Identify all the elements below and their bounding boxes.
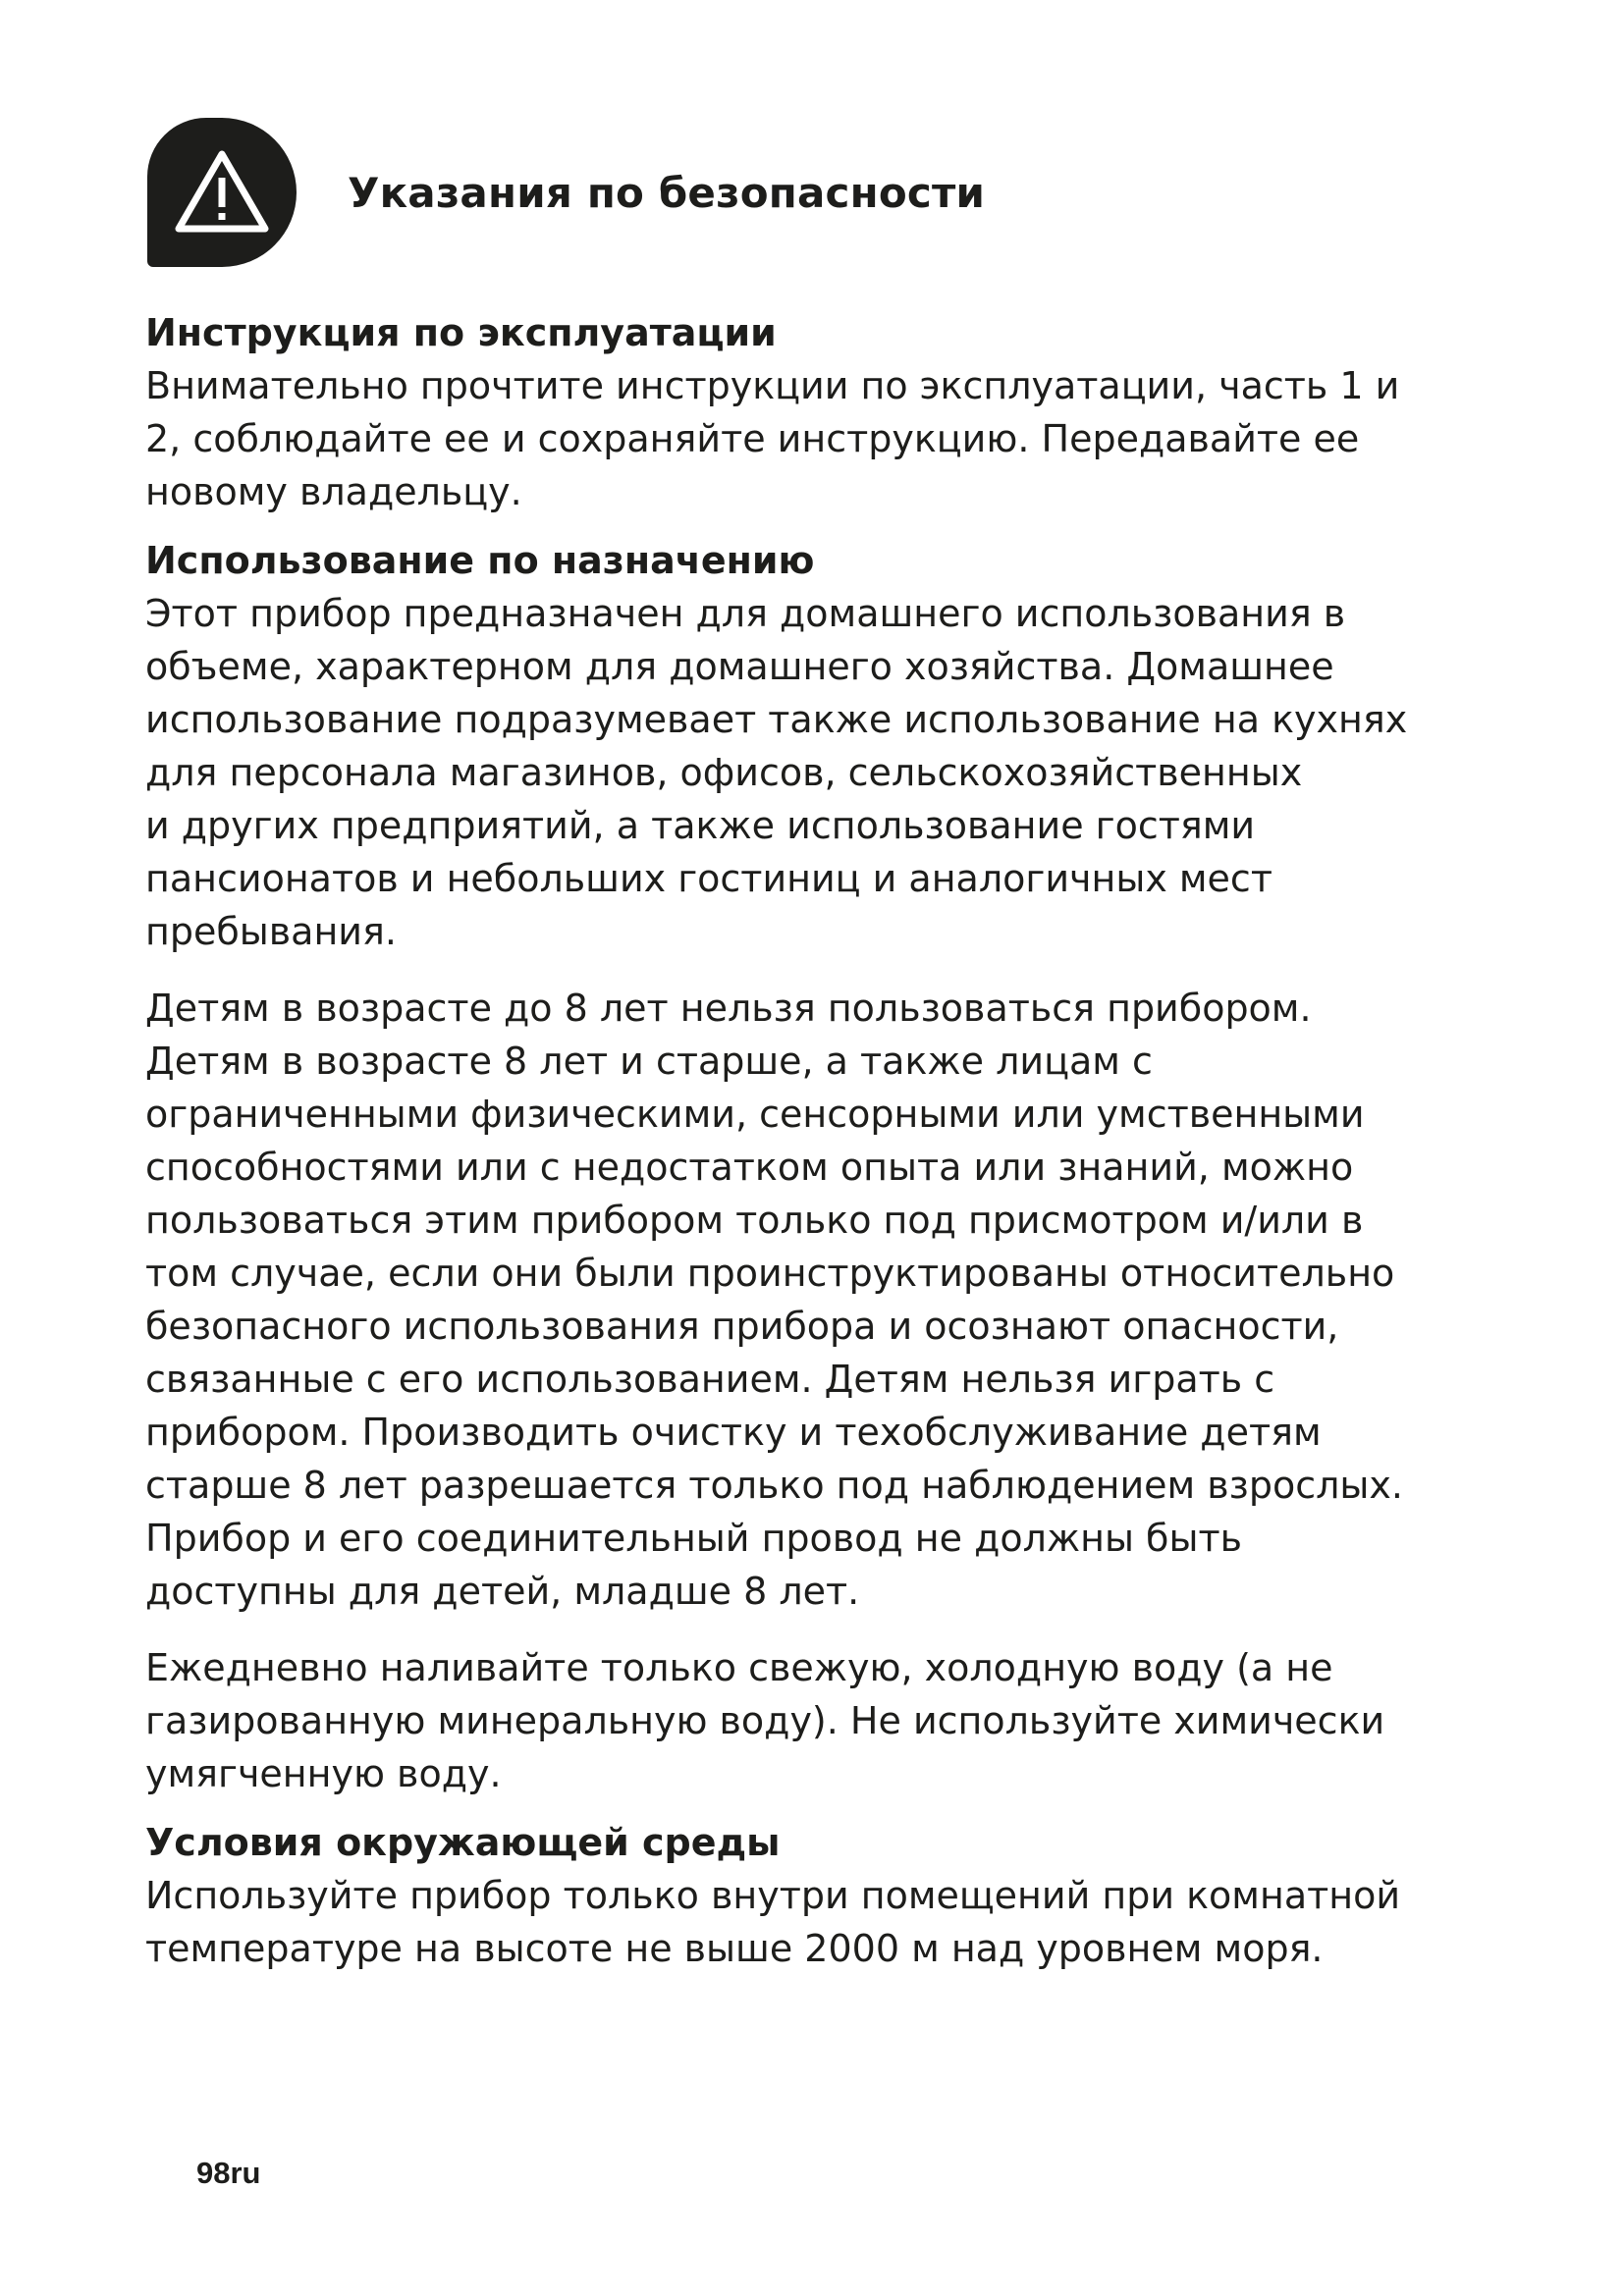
text-line: Используйте прибор только внутри помещений при комнатной xyxy=(145,1874,1401,1917)
text-line: Ежедневно наливайте только свежую, холодную воду (а не xyxy=(145,1646,1333,1689)
text-line: умягченную воду. xyxy=(145,1752,502,1795)
section-intended-use xyxy=(145,534,1500,958)
text-line: Этот прибор предназначен для домашнего использования в xyxy=(145,592,1346,635)
text-line: Внимательно прочтите инструкции по эксплуатации, часть 1 и xyxy=(145,364,1400,407)
text-line: Детям в возрасте 8 лет и старше, а также лицам с xyxy=(145,1040,1153,1083)
paragraph xyxy=(145,587,1500,958)
section-heading: Инструкция по эксплуатации xyxy=(145,311,777,354)
text-line: Детям в возрасте до 8 лет нельзя пользоваться прибором. xyxy=(145,987,1312,1030)
paragraph xyxy=(145,1869,1500,1975)
text-line: пребывания. xyxy=(145,910,397,953)
text-line: безопасного использования прибора и осознают опасности, xyxy=(145,1305,1339,1348)
text-line: 2, соблюдайте ее и сохраняйте инструкцию. Передавайте ее xyxy=(145,417,1360,460)
text-line: объеме, характерном для домашнего хозяйства. Домашнее xyxy=(145,645,1334,688)
text-line: и других предприятий, а также использование гостями xyxy=(145,804,1256,847)
text-line: для персонала магазинов, офисов, сельскохозяйственных xyxy=(145,751,1303,794)
document-body xyxy=(145,306,1500,1975)
text-line: пансионатов и небольших гостиниц и аналогичных мест xyxy=(145,857,1272,900)
text-line: связанные с его использованием. Детям нельзя играть с xyxy=(145,1358,1275,1401)
paragraph xyxy=(145,359,1500,518)
warning-triangle-icon xyxy=(147,118,297,267)
text-line: использование подразумевает также использование на кухнях xyxy=(145,698,1408,741)
text-line: температуре на высоте не выше 2000 м над уровнем моря. xyxy=(145,1927,1324,1970)
section-operating-instructions xyxy=(145,306,1500,518)
text-line: пользоваться этим прибором только под присмотром и/или в xyxy=(145,1199,1364,1242)
text-line: прибором. Производить очистку и техобслуживание детям xyxy=(145,1411,1322,1454)
page-number: 98ru xyxy=(196,2156,261,2190)
section-environment xyxy=(145,1816,1500,1975)
text-line: том случае, если они были проинструктированы относительно xyxy=(145,1252,1395,1295)
text-line: газированную минеральную воду). Не используйте химически xyxy=(145,1699,1385,1742)
text-line: новому владельцу. xyxy=(145,470,522,513)
text-line: способностями или с недостатком опыта или знаний, можно xyxy=(145,1146,1354,1189)
section-heading: Условия окружающей среды xyxy=(145,1821,781,1864)
paragraph-water xyxy=(145,1641,1500,1800)
page-title: Указания по безопасности xyxy=(348,168,986,217)
text-line: доступны для детей, младше 8 лет. xyxy=(145,1570,860,1613)
text-line: Прибор и его соединительный провод не должны быть xyxy=(145,1517,1243,1560)
text-line: ограниченными физическими, сенсорными или умственными xyxy=(145,1093,1365,1136)
section-heading: Использование по назначению xyxy=(145,539,815,582)
paragraph-children-safety xyxy=(145,982,1500,1618)
section-header xyxy=(147,118,985,267)
text-line: старше 8 лет разрешается только под наблюдением взрослых. xyxy=(145,1464,1403,1507)
